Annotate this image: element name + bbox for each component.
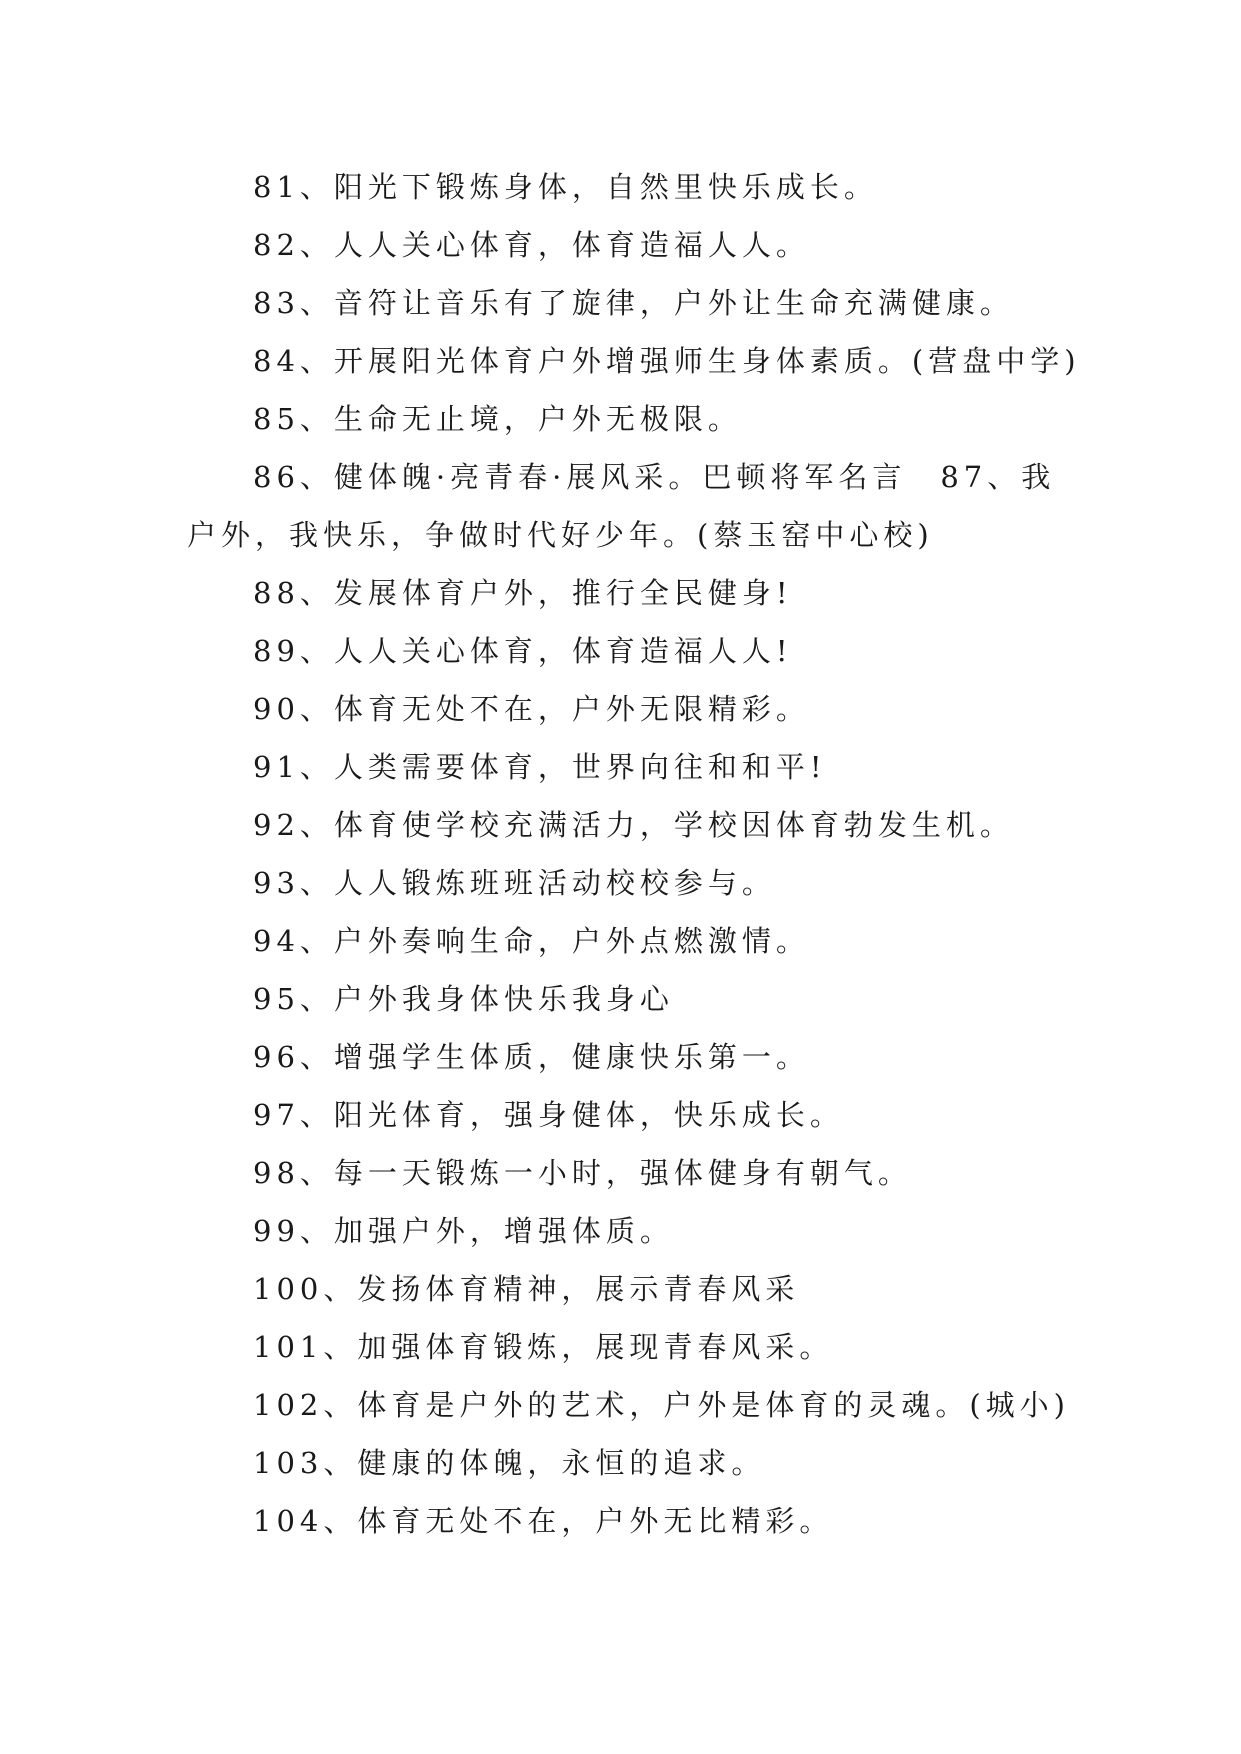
text-line: 81、阳光下锻炼身体，自然里快乐成长。: [253, 170, 878, 204]
text-line: 99、加强户外，增强体质。: [253, 1214, 674, 1248]
text-line: 98、每一天锻炼一小时，强体健身有朝气。: [253, 1156, 912, 1190]
slogan-list: [187, 158, 1081, 1550]
text-line: 83、音符让音乐有了旋律，户外让生命充满健康。: [253, 286, 1014, 320]
text-line: 97、阳光体育，强身健体，快乐成长。: [253, 1098, 844, 1132]
text-line: 94、户外奏响生命，户外点燃激情。: [253, 924, 810, 958]
text-line: 96、增强学生体质，健康快乐第一。: [253, 1040, 810, 1074]
text-line: 86、健体魄·亮青春·展风采。巴顿将军名言 87、我: [253, 460, 1056, 494]
text-line: 103、健康的体魄，永恒的追求。: [253, 1446, 766, 1480]
text-line-continuation: 户外，我快乐，争做时代好少年。(蔡玉窑中心校): [187, 518, 934, 552]
text-line: 93、人人锻炼班班活动校校参与。: [253, 866, 776, 900]
text-line: 100、发扬体育精神，展示青春风采: [253, 1272, 800, 1306]
text-line: 95、户外我身体快乐我身心: [253, 982, 674, 1016]
text-line: 84、开展阳光体育户外增强师生身体素质。(营盘中学): [253, 344, 1081, 378]
text-line: 85、生命无止境，户外无极限。: [253, 402, 742, 436]
text-line: 101、加强体育锻炼，展现青春风采。: [253, 1330, 834, 1364]
text-line: 104、体育无处不在，户外无比精彩。: [253, 1504, 834, 1538]
text-line: 88、发展体育户外，推行全民健身!: [253, 576, 793, 610]
text-line: 91、人类需要体育，世界向往和和平!: [253, 750, 827, 784]
text-line: 82、人人关心体育，体育造福人人。: [253, 228, 810, 262]
text-line: 102、体育是户外的艺术，户外是体育的灵魂。(城小): [253, 1388, 1070, 1422]
text-line: 92、体育使学校充满活力，学校因体育勃发生机。: [253, 808, 1014, 842]
text-line: 89、人人关心体育，体育造福人人!: [253, 634, 793, 668]
text-line: 90、体育无处不在，户外无限精彩。: [253, 692, 810, 726]
